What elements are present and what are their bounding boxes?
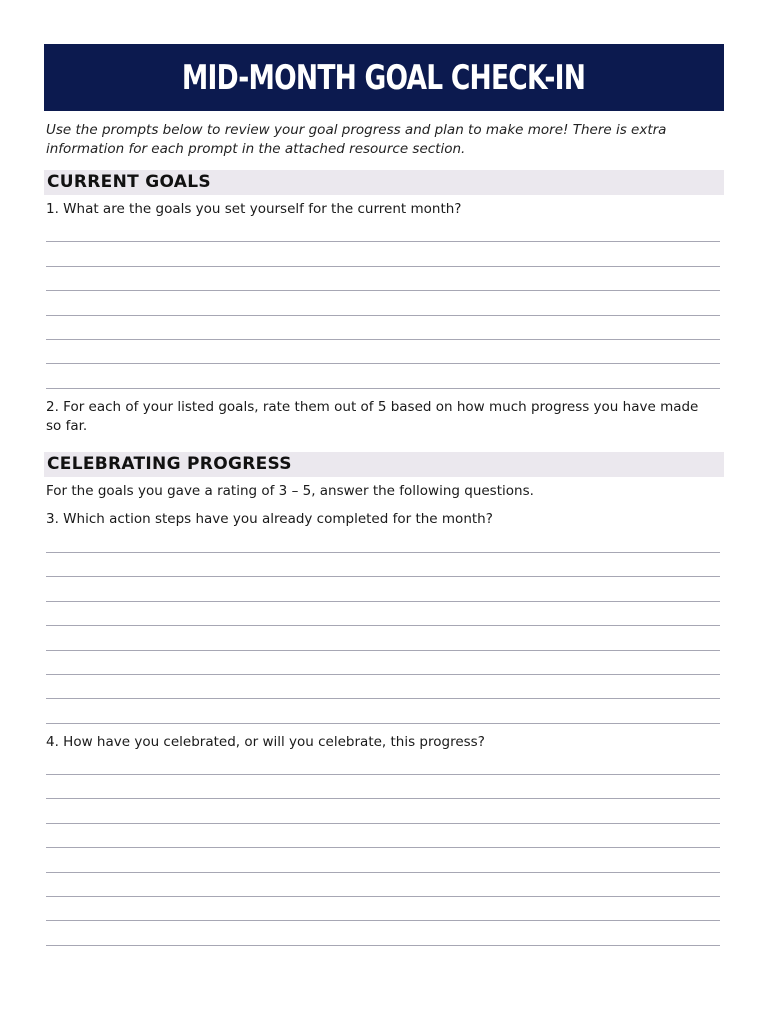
- writing-line[interactable]: [46, 650, 720, 651]
- writing-line[interactable]: [46, 363, 720, 364]
- celebrating-intro: For the goals you gave a rating of 3 – 5, answer the following questions.: [46, 483, 534, 499]
- writing-line[interactable]: [46, 945, 720, 946]
- section-title: CURRENT GOALS: [47, 172, 211, 192]
- writing-line[interactable]: [46, 339, 720, 340]
- writing-line[interactable]: [46, 774, 720, 775]
- prompt-q4: 4. How have you celebrated, or will you celebrate, this progress?: [46, 734, 485, 750]
- page-title: MID-MONTH GOAL CHECK-IN: [182, 57, 586, 98]
- prompt-q1: 1. What are the goals you set yourself for the current month?: [46, 201, 462, 217]
- prompt-q3: 3. Which action steps have you already completed for the month?: [46, 511, 493, 527]
- writing-line[interactable]: [46, 674, 720, 675]
- writing-line[interactable]: [46, 723, 720, 724]
- writing-line[interactable]: [46, 315, 720, 316]
- writing-line[interactable]: [46, 241, 720, 242]
- writing-line[interactable]: [46, 601, 720, 602]
- section-title: CELEBRATING PROGRESS: [47, 454, 292, 474]
- writing-line[interactable]: [46, 552, 720, 553]
- writing-line[interactable]: [46, 290, 720, 291]
- prompt-q2: 2. For each of your listed goals, rate them out of 5 based on how much progress you have made so far.: [46, 399, 699, 434]
- writing-line[interactable]: [46, 698, 720, 699]
- writing-line[interactable]: [46, 847, 720, 848]
- writing-line[interactable]: [46, 920, 720, 921]
- writing-line[interactable]: [46, 388, 720, 389]
- section-current-goals: [44, 170, 724, 195]
- intro-text: Use the prompts below to review your goal progress and plan to make more! There is extra information for each prompt in the attached resource section.: [46, 122, 667, 157]
- writing-line[interactable]: [46, 576, 720, 577]
- writing-line[interactable]: [46, 798, 720, 799]
- writing-line[interactable]: [46, 266, 720, 267]
- section-celebrating-progress: [44, 452, 724, 477]
- writing-line[interactable]: [46, 823, 720, 824]
- writing-line[interactable]: [46, 625, 720, 626]
- writing-line[interactable]: [46, 896, 720, 897]
- writing-line[interactable]: [46, 872, 720, 873]
- page-header-banner: [44, 44, 724, 111]
